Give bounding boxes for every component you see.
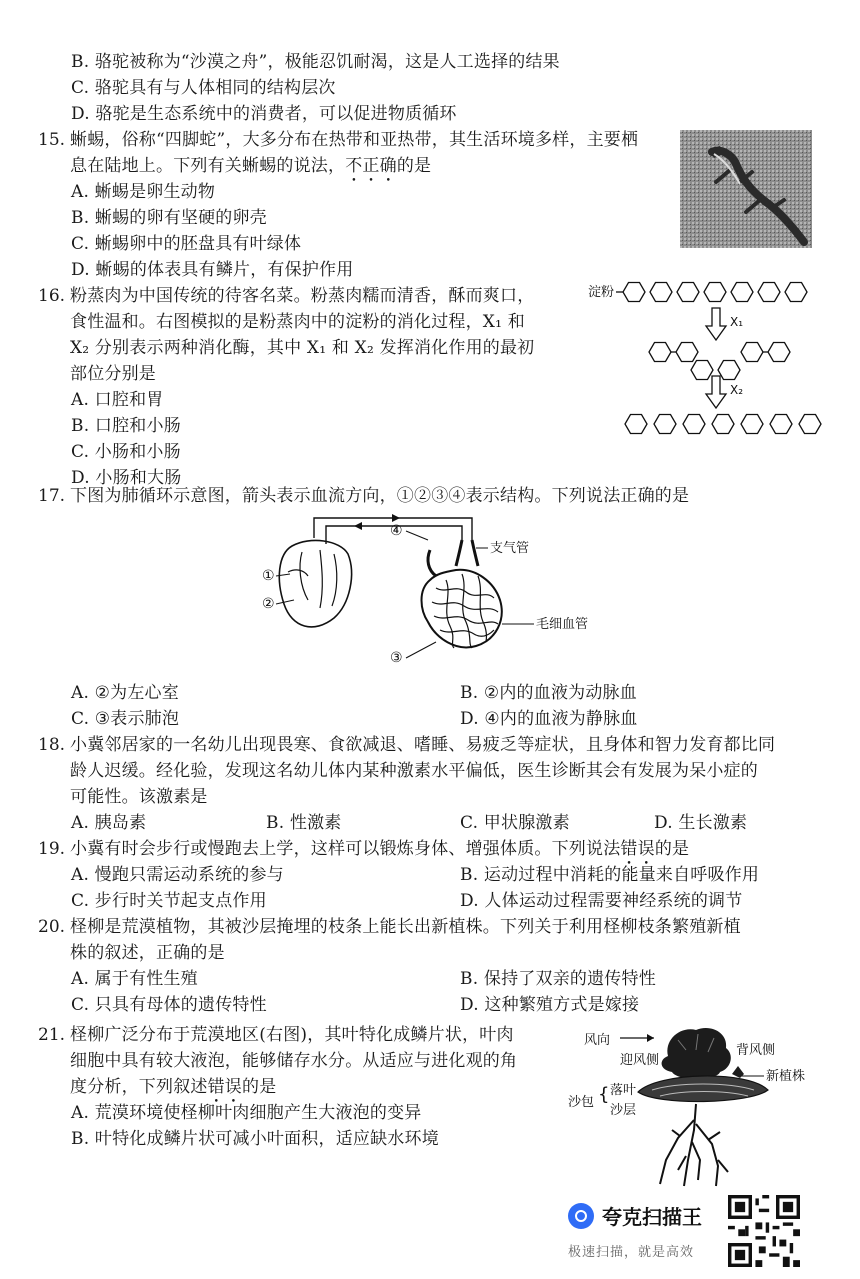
capillary-network	[422, 570, 502, 648]
label-2: ②	[262, 596, 275, 612]
q15-option-b: B. 蜥蜴的卵有坚硬的卵壳	[71, 208, 267, 228]
windward-label: 迎风侧	[620, 1053, 660, 1068]
q19-number: 19.	[38, 839, 66, 859]
glucose-hexagon	[785, 283, 807, 302]
label-3: ③	[390, 650, 403, 666]
glucose-hexagon	[799, 415, 821, 434]
scanner-watermark	[560, 1195, 810, 1270]
q19-emphasis: 错误	[620, 839, 655, 859]
q17-option-a: A. ②为左心室	[71, 683, 179, 703]
q17-number: 17.	[38, 486, 66, 506]
digestion-arrow-2	[706, 376, 726, 408]
q17-stem: 下图为肺循环示意图，箭头表示血流方向，①②③④表示结构。下列说法正确的是	[70, 486, 690, 506]
q14-option-b: B. 骆驼被称为“沙漠之舟”，极能忍饥耐渴，这是人工选择的结果	[71, 52, 560, 72]
glucose-units	[625, 415, 821, 434]
q18-stem-line2: 龄人迟缓。经化验，发现这名幼儿体内某种激素水平偏低，医生诊断其会有发展为呆小症的	[70, 761, 758, 781]
q18-option-b: B. 性激素	[266, 813, 342, 833]
scanner-brand-name: 夸克扫描王	[602, 1205, 702, 1229]
glucose-hexagon	[731, 283, 753, 302]
glucose-hexagon	[650, 283, 672, 302]
q15-emphasis: 不正确	[345, 156, 397, 176]
q17-option-c: C. ③表示肺泡	[71, 709, 180, 729]
scanner-brand	[568, 1201, 702, 1230]
pulmonary-circulation-diagram	[250, 510, 610, 670]
glucose-hexagon	[691, 361, 713, 380]
enzyme-x1-label: X₁	[730, 315, 744, 329]
q20-option-b: B. 保持了双亲的遗传特性	[460, 969, 656, 989]
q15-stem-line1: 蜥蜴，俗称“四脚蛇”，大多分布在热带和亚热带，其生活环境多样，主要栖	[70, 130, 639, 150]
lizard-photo	[680, 130, 812, 248]
q21-option-b: B. 叶特化成鳞片状可减小叶面积，适应缺水环境	[71, 1129, 439, 1149]
tamarisk-diagram	[568, 1020, 828, 1190]
leeward-label: 背风侧	[736, 1043, 776, 1058]
label-1: ①	[262, 568, 275, 584]
new-plant-label: 新植株	[766, 1069, 806, 1084]
q20-number: 20.	[38, 917, 66, 937]
q20-option-c: C. 只具有母体的遗传特性	[71, 995, 267, 1015]
glucose-hexagon	[676, 343, 698, 362]
starch-label: 淀粉	[588, 285, 615, 300]
glucose-hexagon	[718, 361, 740, 380]
q16-stem-line4: 部位分别是	[70, 364, 156, 384]
q19-option-b: B. 运动过程中消耗的能量来自呼吸作用	[460, 865, 760, 885]
q18-stem-line3: 可能性。该激素是	[70, 787, 208, 807]
bronchus-label: 支气管	[490, 541, 530, 556]
q19-stem-text: 小冀有时会步行或慢跑去上学，这样可以锻炼身体、增强体质。下列说法	[70, 839, 621, 859]
q19-stem-end: 的是	[654, 839, 690, 859]
glucose-hexagon	[683, 415, 705, 434]
q20-option-a: A. 属于有性生殖	[71, 969, 198, 989]
glucose-hexagon	[623, 283, 645, 302]
glucose-hexagon	[758, 283, 780, 302]
q16-option-b: B. 口腔和小肠	[71, 416, 181, 436]
digestion-arrow-1	[706, 308, 726, 340]
q17-option-d: D. ④内的血液为静脉血	[460, 709, 638, 729]
q15-number: 15.	[38, 130, 66, 150]
glucose-hexagon	[625, 415, 647, 434]
q21-stem-end: 的是	[242, 1077, 277, 1097]
q16-stem-line2: 食性温和。右图模拟的是粉蒸肉中的淀粉的消化过程，X₁ 和	[70, 312, 525, 332]
q15-option-c: C. 蜥蜴卵中的胚盘具有叶绿体	[71, 234, 302, 254]
q15-option-a: A. 蜥蜴是卵生动物	[71, 182, 216, 202]
q20-stem-line2: 株的叙述，正确的是	[70, 943, 225, 963]
q14-option-c: C. 骆驼具有与人体相同的结构层次	[71, 78, 336, 98]
q16-option-a: A. 口腔和胃	[71, 390, 164, 410]
q18-option-c: C. 甲状腺激素	[460, 813, 570, 833]
q19-option-a: A. 慢跑只需运动系统的参与	[71, 865, 284, 885]
q19-option-c: C. 步行时关节起支点作用	[71, 891, 267, 911]
q15-stem-line2	[70, 153, 431, 179]
capillary-label: 毛细血管	[536, 617, 589, 632]
scanner-slogan: 极速扫描，就是高效	[568, 1245, 695, 1260]
qr-code-icon	[728, 1195, 800, 1267]
glucose-hexagon	[649, 343, 671, 362]
q19-stem	[70, 836, 689, 862]
glucose-hexagon	[741, 343, 763, 362]
q18-stem-line1: 小冀邻居家的一名幼儿出现畏寒、食欲减退、嗜睡、易疲乏等症状，且身体和智力发育都比同	[70, 735, 776, 755]
glucose-hexagon	[768, 343, 790, 362]
q16-number: 16.	[38, 286, 66, 306]
q21-emphasis: 错误	[207, 1077, 243, 1097]
q20-stem-line1: 柽柳是荒漠植物，其被沙层掩埋的枝条上能长出新植株。下列关于利用柽柳枝条繁殖新植	[70, 917, 741, 937]
q16-option-d: D. 小肠和大肠	[71, 468, 182, 488]
q18-number: 18.	[38, 735, 66, 755]
q18-option-a: A. 胰岛素	[71, 813, 147, 833]
q21-stem-line1: 柽柳广泛分布于荒漠地区(右图)，其叶特化成鳞片状，叶肉	[70, 1025, 514, 1045]
wind-direction-label: 风向	[584, 1033, 611, 1048]
sand-mound-label: 沙包	[568, 1095, 595, 1110]
q15-stem-text: 息在陆地上。下列有关蜥蜴的说法，	[70, 156, 346, 176]
scanner-logo-icon	[568, 1203, 594, 1229]
shrub-canopy	[662, 1028, 731, 1079]
fallen-leaves-label: 落叶	[610, 1083, 637, 1098]
glucose-hexagon	[741, 415, 763, 434]
q20-option-d: D. 这种繁殖方式是嫁接	[460, 995, 640, 1015]
q19-option-d: D. 人体运动过程需要神经系统的调节	[460, 891, 743, 911]
brace: {	[598, 1084, 610, 1105]
glucose-hexagon	[770, 415, 792, 434]
enzyme-x2-label: X₂	[730, 383, 744, 397]
glucose-hexagon	[654, 415, 676, 434]
q16-option-c: C. 小肠和小肠	[71, 442, 181, 462]
q21-stem-line2: 细胞中具有较大液泡，能够储存水分。从适应与进化观的角	[70, 1051, 518, 1071]
glucose-hexagon	[677, 283, 699, 302]
sand-layer-label: 沙层	[610, 1103, 637, 1118]
q15-option-d: D. 蜥蜴的体表具有鳞片，有保护作用	[71, 260, 354, 280]
q17-option-b: B. ②内的血液为动脉血	[460, 683, 637, 703]
q21-stem-line3	[70, 1074, 276, 1100]
q18-option-d: D. 生长激素	[654, 813, 748, 833]
q16-stem-line1: 粉蒸肉为中国传统的待客名菜。粉蒸肉糯而清香，酥而爽口，	[70, 286, 535, 306]
q15-stem-end: 的是	[396, 156, 432, 176]
root-system	[660, 1104, 728, 1186]
q14-option-d: D. 骆驼是生态系统中的消费者，可以促进物质循环	[71, 104, 457, 124]
maltose-chains	[649, 343, 790, 362]
q21-option-a: A. 荒漠环境使柽柳叶肉细胞产生大液泡的变异	[71, 1103, 422, 1123]
glucose-hexagon	[704, 283, 726, 302]
starch-digestion-diagram	[588, 280, 828, 440]
label-4: ④	[390, 523, 403, 539]
q21-stem-text: 度分析，下列叙述	[70, 1077, 208, 1097]
starch-chain	[616, 283, 807, 302]
q16-stem-line3: X₂ 分别表示两种消化酶，其中 X₁ 和 X₂ 发挥消化作用的最初	[70, 338, 535, 358]
q21-number: 21.	[38, 1025, 66, 1045]
glucose-hexagon	[712, 415, 734, 434]
